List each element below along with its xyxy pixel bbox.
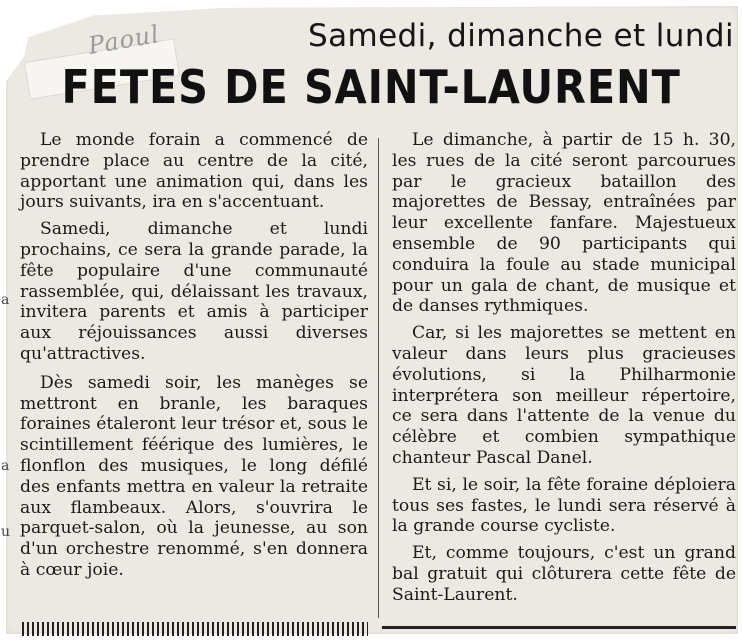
paragraph: Et, comme toujours, c'est un grand bal gratuit qui clôturera cette fête de Saint-Laurent. — [392, 543, 736, 605]
paragraph: Le dimanche, à partir de 15 h. 30, les rues de la cité seront parcourues par le gracieux bataillon des majorettes de Bessay, entraînées par leur excellente fanfare. Majestueux ensemble de 90 participants qui conduira la foule au stade municipal pour un gala de chant, de musique et de danses rythmiques. — [392, 130, 736, 317]
article-column-left — [20, 130, 368, 587]
paragraph: Car, si les majorettes se mettent en valeur dans leurs plus gracieuses évolutions, si la Philharmonie interprétera son meilleur répertoire, ce sera dans l'attente de la venue du célèbre et combien sympathique chanteur Pascal Danel. — [392, 323, 736, 468]
paragraph: Samedi, dimanche et lundi prochains, ce sera la grande parade, la fête populaire d'une communauté rassemblée, qui, délaissant les travaux, invitera parents et amis à participer aux réjouissances aussi diverses qu'attractives. — [20, 219, 368, 364]
margin-mark: u — [1, 524, 11, 540]
handwritten-note: Paoul — [86, 19, 162, 61]
hatched-rule — [22, 622, 368, 636]
paragraph: Le monde forain a commencé de prendre place au centre de la cité, apportant une animation qui, dans les jours suivants, ira en s'accentuant. — [20, 130, 368, 213]
paragraph: Dès samedi soir, les manèges se mettront en branle, les baraques foraines étaleront leur trésor et, sous le scintillement féérique des lumières, le flonflon des musiques, le long défilé des enfants mettra en valeur la retraite aux flambeaux. Alors, s'ouvrira le parquet-salon, où la jeunesse, au son d'un orchestre renommé, s'en donnera à cœur joie. — [20, 372, 368, 580]
article-supertitle: Samedi, dimanche et lundi — [308, 18, 734, 54]
article-column-right — [392, 130, 736, 612]
article-headline: FETES DE SAINT-LAURENT — [61, 60, 681, 114]
paragraph: Et si, le soir, la fête foraine déploiera tous ses fastes, le lundi sera réservé à la grande course cycliste. — [392, 474, 736, 537]
bottom-rule — [382, 626, 736, 629]
margin-mark: a — [1, 292, 10, 308]
column-divider — [378, 138, 379, 618]
margin-mark: a — [1, 458, 10, 474]
